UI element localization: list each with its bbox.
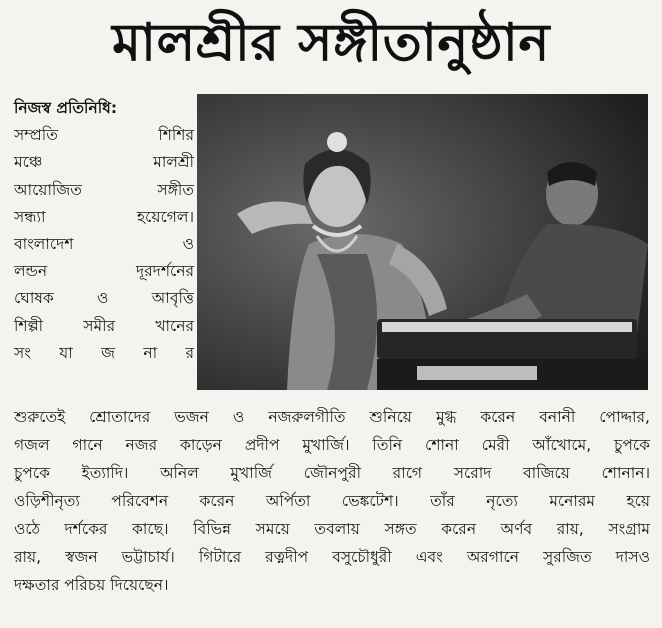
body-line: ওড়িশীনৃত্য পরিবেশন করেন অর্পিতা ভেঙ্কটেশ। তাঁর নৃত্যে মনোরম হয়ে	[14, 492, 650, 510]
article-body	[14, 403, 650, 599]
body-line: গজল গানে নজর কাড়েন প্রদীপ মুখার্জি। তিনি শোনা মেরী আঁখোমে, চুপকে	[14, 436, 650, 454]
intro-line: বাংলাদেশ ও	[14, 234, 194, 253]
intro-line: লন্ডন দূরদর্শনের	[14, 262, 194, 281]
intro-line: সন্ধ্যা হয়েগেল।	[14, 207, 194, 226]
headline: মালশ্রীর সঙ্গীতানুষ্ঠান	[112, 13, 550, 73]
intro-column	[14, 95, 194, 367]
body-line: ওঠে দর্শকের কাছে। বিভিন্ন সময়ে তবলায় সঙ্গত করেন অর্ণব রায়, সংগ্রাম	[14, 520, 650, 538]
body-line: রায়, স্বজন ভট্টাচার্য। গিটারে রত্নদীপ বসুচৌধুরী এবং অরগানে সুরজিত দাসও	[14, 548, 650, 566]
intro-line: মঞ্চে মালশ্রী	[14, 153, 194, 172]
body-line: শুরুতেই শ্রোতাদের ভজন ও নজরুলগীতি শুনিয়ে মুগ্ধ করেন বনানী পোদ্দার,	[14, 408, 650, 426]
body-line: চুপকে ইত্যাদি। অনিল মুখার্জি জৌনপুরী রাগে সরোদ বাজিয়ে শোনান।	[14, 464, 650, 482]
intro-line: ঘোষক ও আবৃত্তি	[14, 289, 194, 308]
byline: নিজস্ব প্রতিনিধি:	[14, 99, 118, 117]
intro-line: শিল্পী সমীর খানের	[14, 316, 194, 335]
intro-line: সং যা জ না র	[14, 343, 194, 362]
harmonium	[377, 319, 648, 390]
intro-line: সম্প্রতি শিশির	[14, 126, 194, 145]
body-line: দক্ষতার পরিচয় দিয়েছেন।	[14, 576, 169, 594]
performance-photo	[197, 94, 648, 390]
news-photo	[197, 94, 648, 390]
intro-line: আয়োজিত সঙ্গীত	[14, 180, 194, 199]
